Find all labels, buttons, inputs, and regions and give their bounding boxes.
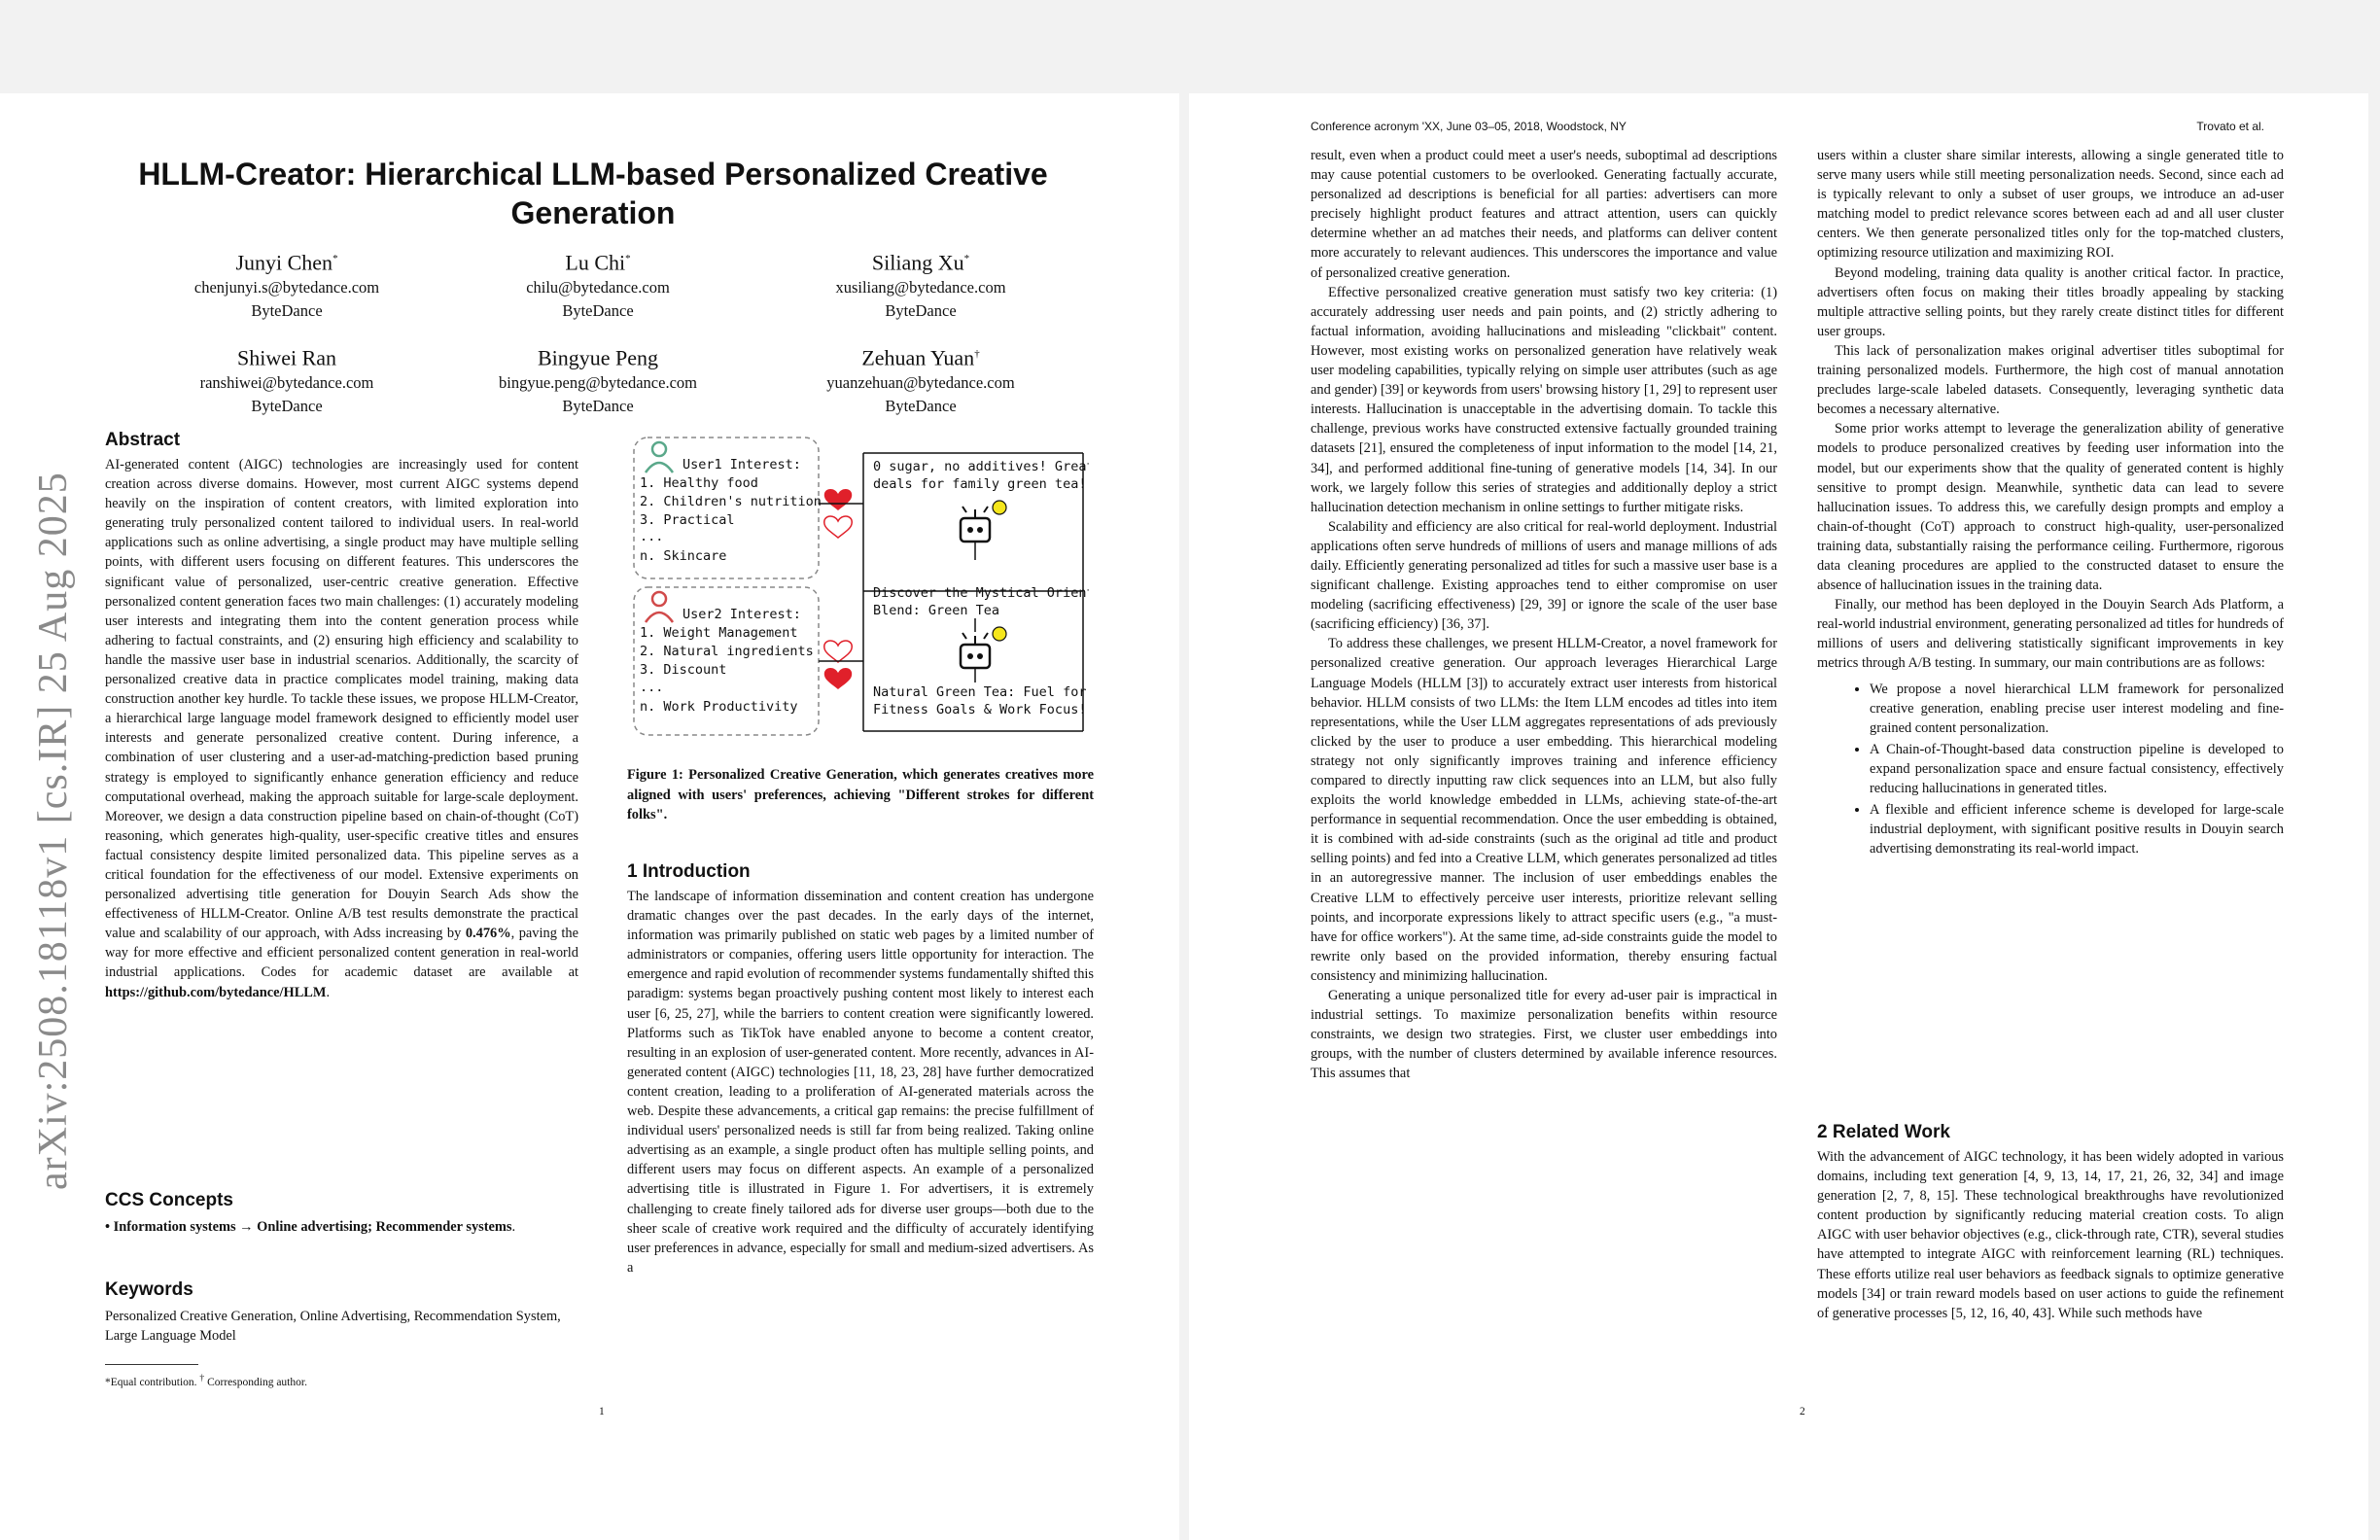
contributions-list [1817, 680, 2284, 859]
svg-text:3. Discount: 3. Discount [640, 662, 727, 678]
ccs-body: • Information systems → Online advertising; Recommender systems. [105, 1219, 516, 1235]
running-head-right: Trovato et al. [2196, 120, 2264, 133]
heart-filled-icon [824, 668, 852, 689]
svg-text:3. Practical: 3. Practical [640, 512, 735, 528]
svg-text:...: ... [640, 529, 664, 544]
column-left: result, even when a product could meet a user's needs, suboptimal ad descriptions may cause potential customers to be overlooked. Generating factually accurate, personalized ad descriptions is beneficial for all parties: advertisers can more precisely highlight product features and attract attention, users can quickly determine whether an ad matches their needs, and platforms can deliver content more accurately to relevant audiences. This underscores the importance and value of personalized creative generation. Effective personalized creative generation must satisfy two key criteria: (1) accurately addressing user needs and pain points, and (2) strictly adhering to factual information, avoiding hallucinations and misleading "clickbait" content. However, most existing works on personalized generation have relatively weak user modeling capabilities, typically relying on simple user attributes (such as age and gender) [39] or keywords from users' browsing history [1, 29] to represent user interests. Hallucination is unacceptable in the advertising domain. To tackle this challenge, previous works have constructed extensive factually grounded training datasets [21], ensured the completeness of input information to the model [14, 21, 34], and performed additional fine-tuning of generative models [14, 34]. In our work, we largely follow this series of strategies and additionally deploy a strict hallucination detection mechanism in online settings to further mitigate risks. Scalability and efficiency are also critical for real-world deployment. Industrial applications often serve hundreds of millions of users and manage millions of ads daily. Efficiently generating personalized ad titles for such a massive user base is a significant challenge. Existing approaches tend to either compromise on user modeling (sacrificing effectiveness) [29, 39] or ignore the scale of the user base (sacrificing efficiency) [36, 37]. To address these challenges, we present HLLM-Creator, a novel framework for personalized creative generation. Our approach leverages Hierarchical Large Language Models (HLLM [3]) to accurately extract user interests from historical behavior. HLLM consists of two LLMs: the Item LLM encodes ad titles into item representations, while the User LLM aggregates representations of ads previously clicked by the user to produce a user embedding. This hierarchical modeling strategy not only significantly improves training and inference efficiency compared to directly inputting raw click sequences into an LLM, but also fully exploits the world knowledge embedded in LLMs, achieving state-of-the-art performance in sequential recommendation. Once the user embedding is obtained, it is combined with ad-side constraints (such as the original ad title and product selling points) and fed into a Creative LLM, which generates personalized ad titles in an autoregressive manner. The inclusion of user embeddings enables the Creative LLM to effectively perceive user interests, prioritize relevant selling points, and incorporate expressions likely to attract specific users (e.g., "a must-have for office workers"). At the same time, ad-side constraints guide the model to rewrite only based on the provided information, thereby ensuring factual consistency and minimizing hallucination. Generating a unique personalized title for every ad-user pair is impractical in industrial settings. To maximize personalization benefits within resource constraints, we design two strategies. First, we cluster user embeddings into groups, with the number of clusters determined by available inference resources. This assumes that [1311, 148, 1777, 1082]
page-number: 1 [599, 1406, 605, 1418]
list-item: • We propose a novel hierarchical LLM framework for personalized creative generation, enabling precise user interest modeling and fine-grained content personalization. [1870, 680, 2284, 738]
output-title-1: 0 sugar, no additives! Great [873, 459, 1089, 474]
svg-text:deals for family green tea!: deals for family green tea! [873, 476, 1087, 492]
footnote: *Equal contribution. † Corresponding author. [105, 1373, 307, 1388]
author-email[interactable]: xusiliang@bytedance.com [835, 278, 1006, 298]
author-6: Zehuan Yuan† yuanzehuan@bytedance.com ByteDance [775, 340, 1067, 418]
abstract-body: AI-generated content (AIGC) technologies are increasingly used for content creation across diverse domains. However, most current AIGC systems depend heavily on the inspiration of content creators, with limited exploration into generating truly personalized content tailored to individual users. In real-world applications such as online advertising, a single product may have multiple selling points, with different users focusing on different features. This underscores the significant value of personalized, user-centric creative generation. Effective personalized content generation faces two main challenges: (1) accurately modeling user interests and integrating them into the content generation process while adhering to factual constraints, and (2) ensuring high efficiency and scalability to handle the massive user base in industrial scenarios. Additionally, the scarcity of personalized creative data in practice complicates model training, making data construction another key hurdle. To tackle these issues, we propose HLLM-Creator, a hierarchical large language model framework designed to efficiently model user interests and generate personalized creative content. During inference, a combination of user clustering and a user-ad-matching-prediction based pruning strategy is employed to significantly enhance generation efficiency and reduce computational overhead, making the approach suitable for large-scale deployment. Moreover, we design a data construction pipeline based on chain-of-thought (CoT) reasoning, which generates high-quality, user-specific creative titles and ensures factual consistency despite limited personalized data. This pipeline serves as a critical foundation for the effectiveness of our model. Extensive experiments on personalized advertising title generation for Douyin Search Ads show the effectiveness of HLLM-Creator. Online A/B test results demonstrate the practical value and scalability of our approach, with Adss increasing by 0.476%, paving the way for more effective and efficient personalized content generation in real-world industrial applications. Codes for academic dataset are available at https://github.com/bytedance/HLLM. [105, 457, 578, 1000]
author-4: Shiwei Ran ranshiwei@bytedance.com ByteDance [141, 340, 433, 418]
intro-heading: 1 Introduction [627, 861, 751, 882]
svg-text:1. Healthy food: 1. Healthy food [640, 475, 758, 491]
figure-1-caption: Figure 1: Personalized Creative Generation, which generates creatives more aligned with users' preferences, achieving "Different strokes for different folks". [627, 767, 1094, 822]
list-item: • A flexible and efficient inference scheme is developed for large-scale industrial deployment, with significant positive results in Douyin search advertising demonstrating its real-world impact. [1870, 800, 2284, 858]
heart-outline-icon [824, 641, 852, 662]
column-right: users within a cluster share similar interests, allowing a single generated title to serve many users while still meeting personalization needs. Second, since each ad is typically relevant to only a subset of user groups, we introduce an ad-user matching model to predict relevance scores between each ad and all user cluster centers. We then generate personalized titles only for the top-matched clusters, optimizing resource utilization and maximizing ROI. Beyond modeling, training data quality is another critical factor. In practice, advertisers often focus on making their titles broadly appealing by stacking multiple attractive selling points, but they rarely create distinct titles for different user groups. This lack of personalization makes original advertiser titles suboptimal for training personalized models. Furthermore, the high cost of manual annotation precludes large-scale labeled datasets. Consequently, leveraging synthetic data becomes a necessary alternative. Some prior works attempt to leverage the generalization ability of generative models to produce personalized creatives by feeding user information into the model, but our experiments show that the quality of generated content is highly sensitive to prompt design. Meanwhile, synthetic data can lead to severe hallucination issues. To address this, we carefully design prompts and employ a chain-of-thought (CoT) approach to construct high-quality, user-personalized training data, substantially raising the performance ceiling. Furthermore, rigorous data cleaning procedures are applied to the constructed dataset to ensure the absence of hallucination issues in the training data. Finally, our method has been deployed in the Douyin Search Ads Platform, a real-world industrial environment, generating personalized ad titles for hundreds of millions of users and delivering statistically significant improvements in key metrics through A/B testing. In summary, our main contributions are as follows: • We propose a novel hierarchical LLM framework for personalized creative generation, enabling precise user interest modeling and fine-grained content personalization. • A Chain-of-Thought-based data construction pipeline is developed to expand personalization space and ensure factual consistency, effectively reducing hallucinations in generated titles. • A flexible and efficient inference scheme is developed for large-scale industrial deployment, with significant positive results in Douyin search advertising demonstrating its real-world impact. [1817, 146, 2284, 860]
code-link[interactable]: https://github.com/bytedance/HLLM [105, 984, 327, 1000]
user1-avatar-icon [652, 442, 666, 456]
footnote-rule [105, 1364, 198, 1365]
running-head-left: Conference acronym 'XX, June 03–05, 2018, Woodstock, NY [1311, 120, 1627, 133]
author-email[interactable]: bingyue.peng@bytedance.com [499, 373, 697, 393]
robot-icon [961, 618, 1006, 682]
output-title-2: Natural Green Tea: Fuel for [873, 684, 1087, 700]
author-email[interactable]: chilu@bytedance.com [526, 278, 670, 298]
user2-title: User2 Interest: [682, 607, 801, 622]
keywords-body: Personalized Creative Generation, Online Advertising, Recommendation System, Large Language Model [105, 1309, 561, 1344]
author-email[interactable]: yuanzehuan@bytedance.com [826, 373, 1015, 393]
svg-text:...: ... [640, 680, 664, 695]
heart-filled-icon [824, 489, 852, 510]
robot-icon [961, 501, 1006, 560]
related-heading: 2 Related Work [1817, 1122, 1950, 1142]
output-title-generic: Discover the Mystical Oriental [873, 585, 1089, 601]
thinking-bubble-icon [993, 501, 1006, 514]
author-3: Siliang Xu* xusiliang@bytedance.com ByteDance [775, 245, 1067, 323]
svg-text:2. Natural ingredients: 2. Natural ingredients [640, 644, 814, 659]
author-1: Junyi Chen* chenjunyi.s@bytedance.com ByteDance [141, 245, 433, 323]
ccs-heading: CCS Concepts [105, 1190, 233, 1210]
author-2: Lu Chi* chilu@bytedance.com ByteDance [452, 245, 744, 323]
svg-text:2. Children's nutrition: 2. Children's nutrition [640, 494, 822, 509]
author-email[interactable]: chenjunyi.s@bytedance.com [193, 278, 380, 298]
user2-avatar-icon [652, 592, 666, 606]
list-item: • A Chain-of-Thought-based data construction pipeline is developed to expand personalization space and ensure factual consistency, effectively reducing hallucinations in generated titles. [1870, 740, 2284, 798]
author-email[interactable]: ranshiwei@bytedance.com [199, 373, 374, 393]
svg-text:Fitness Goals & Work Focus!: Fitness Goals & Work Focus! [873, 702, 1087, 718]
svg-text:n. Work Productivity: n. Work Productivity [640, 699, 798, 715]
figure-1 [630, 424, 1089, 747]
page-2 [1189, 93, 2368, 1540]
svg-text:n. Skincare: n. Skincare [640, 548, 727, 564]
keywords-heading: Keywords [105, 1279, 193, 1300]
thinking-bubble-icon [993, 627, 1006, 641]
heart-outline-icon [824, 516, 852, 538]
author-5: Bingyue Peng bingyue.peng@bytedance.com ByteDance [452, 340, 744, 418]
paper-title: HLLM-Creator: Hierarchical LLM-based Personalized Creative Generation [138, 157, 1048, 230]
svg-text:Blend: Green Tea: Blend: Green Tea [873, 603, 1000, 618]
abstract-heading: Abstract [105, 430, 181, 450]
intro-body: The landscape of information dissemination and content creation has undergone dramatic changes over the past decades. In the early days of the internet, information was primarily published on static web pages by a limited number of administrators or companies, offering users little opportunity for interaction. The emergence and rapid evolution of recommender systems fundamentally shifted this paradigm: systems began proactively pushing content most likely to interest each user [6, 25, 27], while the barriers to content creation were significantly lowered. Platforms such as TikTok have enabled anyone to become a content creator, resulting in an explosion of user-generated content. More recently, advances in AI-generated content (AIGC) technologies [11, 18, 23, 28] have further democratized content creation, leading to a proliferation of AI-generated materials across the web. Despite these advancements, a critical gap remains: the precise fulfillment of individual users' personalized needs is still far from being realized. Taking online advertising as an example, a single product often has multiple selling points, and different users may focus on different aspects. An example of a personalized advertising title is illustrated in Figure 1. For advertisers, it is extremely challenging to create finely tailored ads for diverse user groups—both due to the sheer scale of creative work required and the difficulty of accurately identifying user preferences in advance, especially for small and medium-sized advertisers. As a [627, 889, 1094, 1276]
related-body: With the advancement of AIGC technology, it has been widely adopted in various domains, including text generation [4, 9, 13, 14, 17, 21, 26, 32, 34] and image generation [2, 7, 8, 15]. These technological breakthroughs have revolutionized content production by significantly reducing material creation costs. To align AIGC with user behavior objectives (e.g., click-through rate, CTR), several studies have attempted to integrate AIGC with reinforcement learning (RL) techniques. These efforts utilize real user behaviors as feedback signals to optimize generative models [34] or train reward models based on user actions to guide the refinement of generative processes [5, 12, 16, 40, 43]. While such methods have [1817, 1149, 2284, 1321]
page-number: 2 [1800, 1406, 1805, 1418]
user1-title: User1 Interest: [682, 457, 801, 472]
arxiv-stamp: arXiv:2508.18118v1 [cs.IR] 25 Aug 2025 [31, 472, 76, 1190]
svg-text:1. Weight Management: 1. Weight Management [640, 625, 798, 641]
figure-1-diagram [630, 424, 1089, 747]
page-1 [0, 93, 1179, 1540]
